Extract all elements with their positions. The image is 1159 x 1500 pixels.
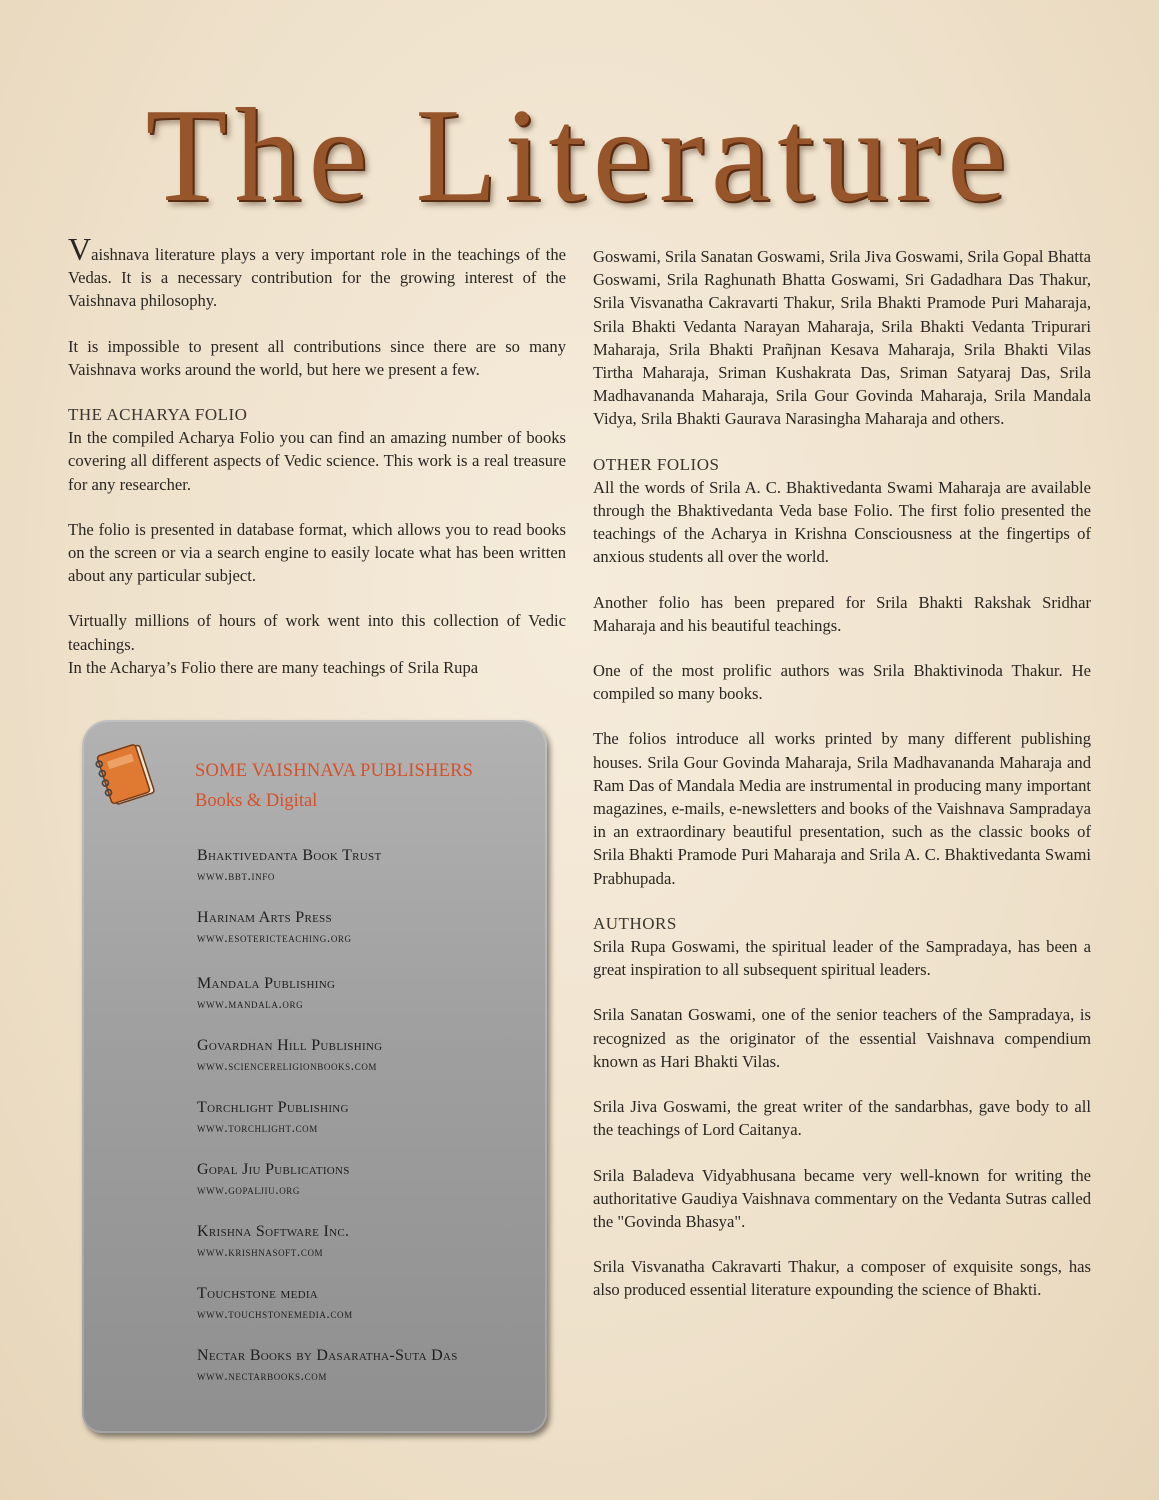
publisher-item — [197, 1098, 537, 1160]
publisher-name: Nectar Books by Dasaratha-Suta Das — [197, 1347, 458, 1364]
publisher-item — [197, 1284, 537, 1346]
left-column — [68, 231, 566, 679]
publisher-name: Mandala Publishing — [197, 975, 336, 992]
paragraph: In the compiled Acharya Folio you can find an amazing number of books covering all different aspects of Vedic science. This work is a real treasure for any researcher. — [68, 428, 566, 494]
intro-paragraph — [68, 231, 566, 313]
publisher-item — [197, 846, 537, 908]
intro-text: aishnava literature plays a very important role in the teachings of the Vedas. It is a necessary contribution for the growing interest of the Vaishnava philosophy. — [68, 245, 566, 311]
publisher-item — [197, 908, 537, 974]
paragraph: Srila Baladeva Vidyabhusana became very well-known for writing the authoritative Gaudiya Vaishnava commentary on the Vedanta Sutras called the "Govinda Bhasya". — [593, 1165, 1091, 1231]
publisher-item — [197, 1222, 537, 1284]
section-heading-other-folios: OTHER FOLIOS — [593, 454, 720, 474]
publisher-item — [197, 1036, 537, 1098]
publisher-url[interactable]: www.touchstonemedia.com — [197, 1306, 353, 1321]
publishers-title: SOME VAISHNAVA PUBLISHERS — [195, 761, 474, 781]
publishers-subtitle: Books & Digital — [195, 791, 318, 811]
publishers-box — [82, 720, 547, 1433]
paragraph: Goswami, Srila Sanatan Goswami, Srila Jiva Goswami, Srila Gopal Bhatta Goswami, Srila Raghunath Bhatta Goswami, Sri Gadadhara Das Thakur, Srila Visvanatha Cakravarti Thakur, Srila Bhakti Pramode Puri Maharaja, Srila Bhakti Vedanta Narayan Maharaja, Srila Bhakti Vedanta Tripurari Maharaja, Srila Bhakti Prañjnan Kesava Maharaja, Srila Bhakti Vilas Tirtha Maharaja, Sriman Kushakrata Das, Sriman Satyaraj Das, Srila Madhavananda Maharaja, Srila Gour Govinda Maharaja, Srila Mandala Vidya, Srila Bhakti Gaurava Narasingha Maharaja and others. — [593, 247, 1091, 429]
publisher-name: Govardhan Hill Publishing — [197, 1037, 383, 1054]
paragraph: In the Acharya’s Folio there are many teachings of Srila Rupa — [68, 657, 479, 677]
publisher-url[interactable]: www.mandala.org — [197, 996, 304, 1011]
publisher-url[interactable]: www.nectarbooks.com — [197, 1368, 327, 1383]
page-title: The Literature — [145, 81, 1014, 229]
publisher-item — [197, 1346, 537, 1408]
publisher-url[interactable]: www.gopaljiu.org — [197, 1182, 301, 1197]
publisher-name: Gopal Jiu Publications — [197, 1161, 350, 1178]
publishers-list — [197, 846, 537, 1408]
publisher-item — [197, 1160, 537, 1222]
publisher-name: Harinam Arts Press — [197, 909, 332, 926]
section-heading-acharya-folio: THE ACHARYA FOLIO — [68, 405, 248, 425]
paragraph: One of the most prolific authors was Srila Bhaktivinoda Thakur. He compiled so many books. — [593, 661, 1091, 704]
paragraph: Srila Sanatan Goswami, one of the senior teachers of the Sampradaya, is recognized as the originator of the essential Vaishnava compendium known as Hari Bhakti Vilas. — [593, 1005, 1091, 1071]
publisher-url[interactable]: www.bbt.info — [197, 868, 275, 883]
section-heading-authors: AUTHORS — [593, 913, 677, 933]
paragraph: Virtually millions of hours of work went into this collection of Vedic teachings. — [68, 611, 566, 654]
publisher-name: Touchstone media — [197, 1285, 319, 1302]
drop-cap: V — [68, 231, 92, 267]
paragraph: Another folio has been prepared for Srila Bhakti Rakshak Sridhar Maharaja and his beautiful teachings. — [593, 592, 1091, 635]
right-column — [593, 245, 1091, 1324]
paragraph: Srila Rupa Goswami, the spiritual leader of the Sampradaya, has been a great inspiration to all subsequent spiritual leaders. — [593, 937, 1091, 980]
paragraph: It is impossible to present all contributions since there are so many Vaishnava works around the world, but here we present a few. — [68, 336, 566, 379]
paragraph: Srila Visvanatha Cakravarti Thakur, a composer of exquisite songs, has also produced essential literature expounding the science of Bhakti. — [593, 1257, 1091, 1300]
paragraph: Srila Jiva Goswami, the great writer of the sandarbhas, gave body to all the teachings of Lord Caitanya. — [593, 1097, 1091, 1140]
publisher-item — [197, 974, 537, 1036]
publisher-url[interactable]: www.krishnasoft.com — [197, 1244, 324, 1259]
publisher-name: Torchlight Publishing — [197, 1099, 349, 1116]
publisher-name: Krishna Software Inc. — [197, 1223, 350, 1240]
paragraph: The folios introduce all works printed by many different publishing houses. Srila Gour Govinda Maharaja, Srila Madhavananda Maharaja and Ram Das of Mandala Media are instrumental in producing many important magazines, e-mails, e-newsletters and books of the Vaishnava Sampradaya in an extraordinary beautiful presentation, such as the classic books of Srila Bhakti Pramode Puri Maharaja and Srila A. C. Bhaktivedanta Swami Prabhupada. — [593, 729, 1091, 888]
publisher-url[interactable]: www.sciencereligionbooks.com — [197, 1058, 378, 1073]
publisher-url[interactable]: www.torchlight.com — [197, 1120, 318, 1135]
publisher-url[interactable]: www.esotericteaching.org — [197, 930, 352, 945]
paragraph: All the words of Srila A. C. Bhaktivedanta Swami Maharaja are available through the Bhaktivedanta Veda base Folio. The first folio presented the teachings of the Acharya in Krishna Consciousness at the fingertips of anxious students all over the world. — [593, 477, 1091, 567]
book-icon — [94, 740, 160, 810]
publisher-name: Bhaktivedanta Book Trust — [197, 847, 382, 864]
paragraph: The folio is presented in database format, which allows you to read books on the screen or via a search engine to easily locate what has been written about any particular subject. — [68, 519, 566, 586]
